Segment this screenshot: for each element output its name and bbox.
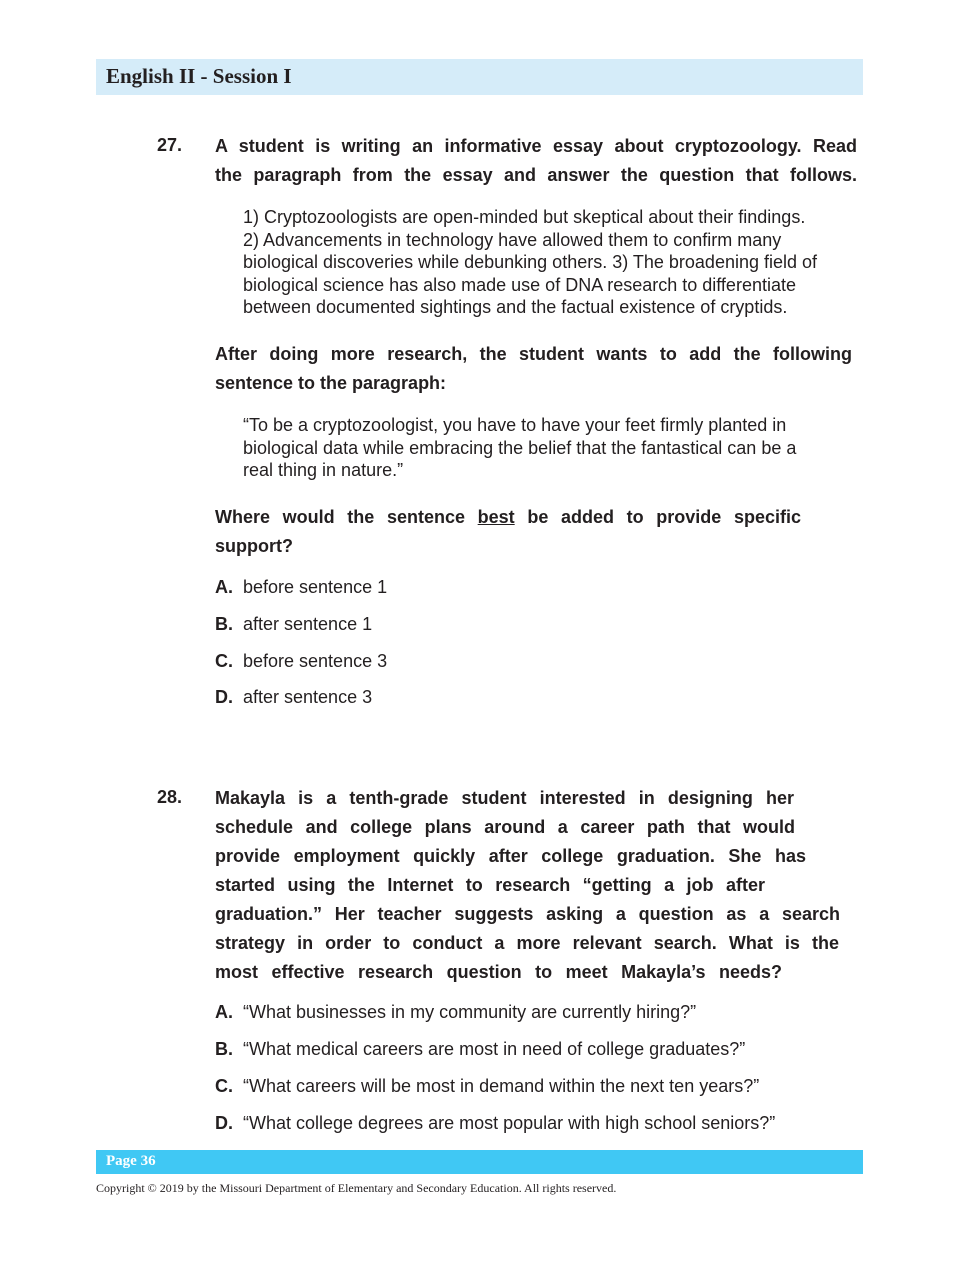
header-bar	[96, 59, 863, 95]
page-number: Page 36	[106, 1153, 156, 1169]
option-text: before sentence 3	[243, 651, 388, 671]
option-a[interactable]	[215, 577, 387, 598]
option-letter: B.	[215, 614, 233, 634]
emphasis-best: best	[477, 507, 515, 527]
passage-line: between documented sightings and the factual existence of cryptids.	[243, 297, 788, 317]
question-text-part: be added to provide specific	[514, 507, 801, 527]
question-text	[215, 503, 801, 561]
option-text: “What medical careers are most in need of college graduates?”	[243, 1039, 746, 1059]
option-text: “What college degrees are most popular with high school seniors?”	[243, 1113, 776, 1133]
prompt-line: sentence to the paragraph:	[215, 373, 447, 393]
option-text: “What businesses in my community are currently hiring?”	[243, 1002, 697, 1022]
option-b[interactable]	[215, 1039, 745, 1060]
stem-line: the paragraph from the essay and answer the question that follows.	[215, 165, 857, 185]
passage	[243, 206, 863, 319]
stem-line: Makayla is a tenth-grade student interested in designing her	[215, 788, 794, 808]
quote-line: “To be a cryptozoologist, you have to have your feet firmly planted in	[243, 415, 787, 435]
option-letter: A.	[215, 577, 233, 597]
stem-line: A student is writing an informative essay about cryptozoology. Read	[215, 136, 857, 156]
quoted-sentence	[243, 414, 863, 482]
quote-line: biological data while embracing the belief that the fantastical can be a	[243, 437, 797, 458]
question-number: 28.	[157, 787, 183, 807]
prompt-line: After doing more research, the student wants to add the following	[215, 344, 852, 364]
option-d[interactable]	[215, 1113, 775, 1134]
option-b[interactable]	[215, 614, 372, 635]
stem-line: graduation.” Her teacher suggests asking a question as a search	[215, 904, 840, 924]
option-letter: D.	[215, 1113, 233, 1133]
stem-line: provide employment quickly after college graduation. She has	[215, 846, 806, 866]
option-letter: D.	[215, 687, 233, 707]
option-letter: C.	[215, 651, 233, 671]
question-text-part: Where would the sentence	[215, 507, 478, 527]
option-text: “What careers will be most in demand within the next ten years?”	[243, 1076, 760, 1096]
passage-line: 2) Advancements in technology have allowed them to confirm many	[243, 229, 782, 250]
question-number: 27.	[157, 135, 183, 155]
prompt	[215, 340, 852, 398]
option-c[interactable]	[215, 651, 387, 672]
header-title: English II - Session I	[106, 64, 292, 88]
stem-line: most effective research question to meet Makayla’s needs?	[215, 962, 782, 982]
option-c[interactable]	[215, 1076, 759, 1097]
question-stem	[215, 132, 857, 190]
option-d[interactable]	[215, 687, 372, 708]
passage-line: biological discoveries while debunking others. 3) The broadening field of	[243, 252, 818, 272]
question-text-part: support?	[215, 536, 293, 556]
stem-line: schedule and college plans around a career path that would	[215, 817, 795, 837]
option-text: before sentence 1	[243, 577, 388, 597]
option-letter: A.	[215, 1002, 233, 1022]
passage-line: biological science has also made use of DNA research to differentiate	[243, 274, 796, 295]
option-a[interactable]	[215, 1002, 696, 1023]
quote-line: real thing in nature.”	[243, 460, 404, 480]
question-stem	[215, 784, 840, 987]
option-text: after sentence 1	[243, 614, 373, 634]
option-text: after sentence 3	[243, 687, 373, 707]
stem-line: started using the Internet to research “getting a job after	[215, 875, 765, 895]
option-letter: B.	[215, 1039, 233, 1059]
passage-line: 1) Cryptozoologists are open-minded but skeptical about their findings.	[243, 207, 806, 227]
copyright: Copyright © 2019 by the Missouri Department of Elementary and Secondary Education. All rights reserved.	[96, 1181, 617, 1195]
stem-line: strategy in order to conduct a more relevant search. What is the	[215, 933, 839, 953]
option-letter: C.	[215, 1076, 233, 1096]
footer-bar	[96, 1150, 863, 1174]
